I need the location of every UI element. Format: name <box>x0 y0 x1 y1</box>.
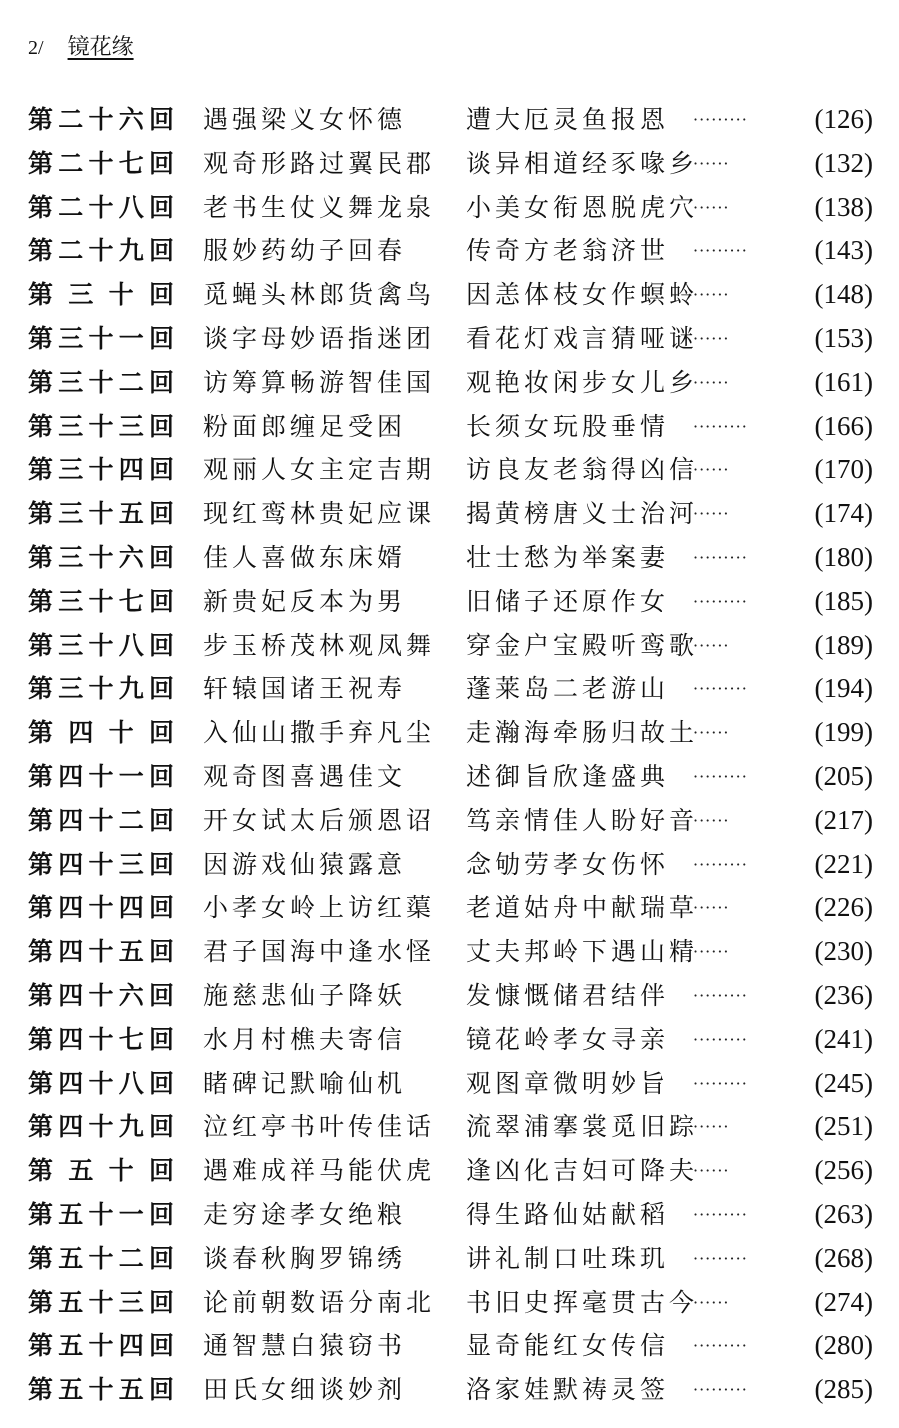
chapter-title-first-line: 老书生仗义舞龙泉 <box>203 192 436 222</box>
dot-leader: ······ <box>693 153 730 173</box>
toc-row <box>28 229 873 273</box>
toc-row <box>28 1237 873 1281</box>
chapter-title-second-line: 壮士愁为举案妻 <box>466 542 670 572</box>
toc-row <box>28 755 873 799</box>
chapter-number: 第五十三回 <box>28 1287 174 1317</box>
page-reference: (256) <box>814 1155 873 1186</box>
page-reference: (148) <box>814 279 873 310</box>
chapter-title-second-line: 旧储子还原作女 <box>466 586 670 616</box>
dot-leader: ······ <box>693 285 730 305</box>
chapter-title-first-line: 观丽人女主定吉期 <box>203 455 436 485</box>
dot-leader: ········· <box>693 1029 748 1049</box>
chapter-title-second-line: 遭大厄灵鱼报恩 <box>466 105 670 134</box>
dot-leader: ········· <box>693 679 748 699</box>
dot-leader: ········· <box>693 1336 748 1356</box>
chapter-title-first-line: 访筹算畅游智佳国 <box>203 367 436 397</box>
dot-leader: ······ <box>693 1161 730 1181</box>
toc-row <box>28 1281 873 1325</box>
page-reference: (241) <box>814 1023 873 1054</box>
chapter-title-first-line: 睹碑记默喻仙机 <box>203 1068 407 1098</box>
chapter-title-first-line: 谈春秋胸罗锦绣 <box>203 1243 407 1273</box>
toc-row <box>28 1368 873 1412</box>
chapter-number: 第三十三回 <box>28 411 174 441</box>
dot-leader: ······ <box>693 197 730 217</box>
dot-leader: ······ <box>693 942 730 962</box>
chapter-title-second-line: 走瀚海牵肠归故土 <box>466 718 699 748</box>
chapter-title-second-line: 观艳妆闲步女儿乡 <box>466 367 699 397</box>
chapter-number: 第三十六回 <box>28 542 174 572</box>
chapter-title-second-line: 揭黄榜唐义士治河 <box>466 499 699 529</box>
chapter-number: 第 五 十 回 <box>28 1156 174 1186</box>
toc-row <box>28 536 873 580</box>
page-reference: (274) <box>814 1286 873 1317</box>
chapter-title-second-line: 流翠浦搴裳觅旧踪 <box>466 1112 699 1142</box>
chapter-number: 第二十九回 <box>28 236 174 266</box>
toc-row <box>28 1193 873 1237</box>
chapter-title-second-line: 谈异相道经豕喙乡 <box>466 148 699 178</box>
toc-row <box>28 624 873 668</box>
chapter-number: 第三十一回 <box>28 323 174 353</box>
chapter-number: 第五十二回 <box>28 1243 174 1273</box>
dot-leader: ······ <box>693 810 730 830</box>
toc-row <box>28 1105 873 1149</box>
page-reference: (194) <box>814 673 873 704</box>
page-reference: (221) <box>814 848 873 879</box>
chapter-number: 第四十八回 <box>28 1068 174 1098</box>
chapter-title-second-line: 蓬莱岛二老游山 <box>466 674 670 704</box>
dot-leader: ········· <box>693 1073 748 1093</box>
chapter-title-first-line: 步玉桥茂林观凤舞 <box>203 630 436 660</box>
chapter-title-second-line: 看花灯戏言猜哑谜 <box>466 323 699 353</box>
chapter-title-first-line: 觅蝇头林郎货禽鸟 <box>203 280 436 310</box>
toc-row <box>28 580 873 624</box>
page-reference: (126) <box>814 104 873 134</box>
chapter-number: 第 三 十 回 <box>28 280 174 310</box>
page-reference: (185) <box>814 585 873 616</box>
chapter-number: 第五十一回 <box>28 1199 174 1229</box>
chapter-title-second-line: 讲礼制口吐珠玑 <box>466 1243 670 1273</box>
page-reference: (280) <box>814 1330 873 1361</box>
page-reference: (205) <box>814 760 873 791</box>
chapter-title-second-line: 笃亲情佳人盼好音 <box>466 805 699 835</box>
page-reference: (268) <box>814 1242 873 1273</box>
toc-row <box>28 1018 873 1062</box>
dot-leader: ······ <box>693 460 730 480</box>
page-number: 2/ <box>28 37 44 59</box>
chapter-number: 第四十二回 <box>28 805 174 835</box>
dot-leader: ······ <box>693 723 730 743</box>
chapter-title-second-line: 发慷慨储君结伴 <box>466 980 670 1010</box>
dot-leader: ········· <box>693 110 748 129</box>
chapter-title-first-line: 论前朝数语分南北 <box>203 1287 436 1317</box>
chapter-title-first-line: 君子国海中逢水怪 <box>203 937 436 967</box>
chapter-title-first-line: 小孝女岭上访红蕖 <box>203 893 436 923</box>
dot-leader: ······ <box>693 328 730 348</box>
table-of-contents <box>28 98 873 1412</box>
chapter-title-first-line: 因游戏仙猿露意 <box>203 849 407 879</box>
page-header <box>28 30 134 64</box>
chapter-title-first-line: 入仙山撒手弃凡尘 <box>203 718 436 748</box>
chapter-title-first-line: 现红鸾林贵妃应课 <box>203 499 436 529</box>
chapter-number: 第四十五回 <box>28 937 174 967</box>
page-reference: (174) <box>814 498 873 529</box>
toc-row <box>28 974 873 1018</box>
chapter-number: 第四十六回 <box>28 980 174 1010</box>
chapter-number: 第二十八回 <box>28 192 174 222</box>
chapter-number: 第 四 十 回 <box>28 718 174 748</box>
dot-leader: ········· <box>693 1204 748 1224</box>
toc-row <box>28 843 873 887</box>
page-reference: (226) <box>814 892 873 923</box>
chapter-title-second-line: 访良友老翁得凶信 <box>466 455 699 485</box>
page-reference: (189) <box>814 629 873 660</box>
toc-row <box>28 448 873 492</box>
dot-leader: ······ <box>693 372 730 392</box>
page-reference: (180) <box>814 541 873 572</box>
toc-row <box>28 886 873 930</box>
toc-row <box>28 405 873 449</box>
dot-leader: ········· <box>693 766 748 786</box>
toc-row <box>28 317 873 361</box>
chapter-title-first-line: 开女试太后颁恩诏 <box>203 805 436 835</box>
page-reference: (161) <box>814 366 873 397</box>
dot-leader: ········· <box>693 547 748 567</box>
chapter-number: 第三十四回 <box>28 455 174 485</box>
page-reference: (263) <box>814 1198 873 1229</box>
dot-leader: ········· <box>693 854 748 874</box>
chapter-title-second-line: 观图章微明妙旨 <box>466 1068 670 1098</box>
chapter-number: 第三十九回 <box>28 674 174 704</box>
chapter-title-second-line: 得生路仙姑献稻 <box>466 1199 670 1229</box>
chapter-number: 第三十八回 <box>28 630 174 660</box>
chapter-title-second-line: 小美女衔恩脱虎穴 <box>466 192 699 222</box>
toc-row <box>28 361 873 405</box>
chapter-title-first-line: 遇难成祥马能伏虎 <box>203 1156 436 1186</box>
toc-row <box>28 186 873 230</box>
chapter-number: 第四十三回 <box>28 849 174 879</box>
dot-leader: ······ <box>693 504 730 524</box>
page-reference: (230) <box>814 936 873 967</box>
chapter-title-second-line: 传奇方老翁济世 <box>466 236 670 266</box>
chapter-title-second-line: 因恙体枝女作螟蛉 <box>466 280 699 310</box>
chapter-title-first-line: 粉面郎缠足受困 <box>203 411 407 441</box>
chapter-title-first-line: 谈字母妙语指迷团 <box>203 323 436 353</box>
toc-row <box>28 711 873 755</box>
page-reference: (143) <box>814 235 873 266</box>
chapter-title-first-line: 遇强梁义女怀德 <box>203 105 407 134</box>
toc-row <box>28 142 873 186</box>
page-reference: (199) <box>814 717 873 748</box>
page-reference: (251) <box>814 1111 873 1142</box>
chapter-title-first-line: 田氏女细谈妙剂 <box>203 1375 407 1405</box>
page-reference: (138) <box>814 191 873 222</box>
dot-leader: ······ <box>693 898 730 918</box>
dot-leader: ······ <box>693 635 730 655</box>
page-reference: (245) <box>814 1067 873 1098</box>
chapter-title-second-line: 丈夫邦岭下遇山精 <box>466 937 699 967</box>
chapter-number: 第四十一回 <box>28 761 174 791</box>
chapter-number: 第四十九回 <box>28 1112 174 1142</box>
toc-row <box>28 1062 873 1106</box>
chapter-number: 第三十五回 <box>28 499 174 529</box>
page-reference: (236) <box>814 979 873 1010</box>
page-reference: (166) <box>814 410 873 441</box>
chapter-title-first-line: 泣红亭书叶传佳话 <box>203 1112 436 1142</box>
chapter-number: 第三十七回 <box>28 586 174 616</box>
chapter-title-second-line: 书旧史挥毫贯古今 <box>466 1287 699 1317</box>
chapter-number: 第四十七回 <box>28 1024 174 1054</box>
chapter-title-first-line: 佳人喜做东床婿 <box>203 542 407 572</box>
chapter-title-second-line: 洛家娃默祷灵签 <box>466 1375 670 1405</box>
chapter-title-second-line: 镜花岭孝女寻亲 <box>466 1024 670 1054</box>
toc-row <box>28 1149 873 1193</box>
chapter-number: 第三十二回 <box>28 367 174 397</box>
chapter-title-second-line: 述御旨欣逢盛典 <box>466 761 670 791</box>
toc-row <box>28 1324 873 1368</box>
toc-row <box>28 799 873 843</box>
chapter-number: 第二十七回 <box>28 148 174 178</box>
chapter-title-first-line: 观奇形路过翼民郡 <box>203 148 436 178</box>
chapter-title-second-line: 显奇能红女传信 <box>466 1331 670 1361</box>
page-reference: (170) <box>814 454 873 485</box>
chapter-title-first-line: 轩辕国诸王祝寿 <box>203 674 407 704</box>
page-reference: (285) <box>814 1374 873 1405</box>
chapter-title-first-line: 通智慧白猿窃书 <box>203 1331 407 1361</box>
chapter-number: 第四十四回 <box>28 893 174 923</box>
toc-row <box>28 667 873 711</box>
dot-leader: ······ <box>693 1117 730 1137</box>
page-reference: (153) <box>814 322 873 353</box>
chapter-title-second-line: 念劬劳孝女伤怀 <box>466 849 670 879</box>
chapter-title-first-line: 施慈悲仙子降妖 <box>203 980 407 1010</box>
chapter-title-second-line: 老道姑舟中献瑞草 <box>466 893 699 923</box>
chapter-title-second-line: 穿金户宝殿听鸾歌 <box>466 630 699 660</box>
dot-leader: ········· <box>693 985 748 1005</box>
chapter-title-second-line: 逢凶化吉妇可降夫 <box>466 1156 699 1186</box>
page-reference: (132) <box>814 147 873 178</box>
chapter-title-first-line: 水月村樵夫寄信 <box>203 1024 407 1054</box>
chapter-number: 第五十五回 <box>28 1375 174 1405</box>
toc-row <box>28 930 873 974</box>
dot-leader: ······ <box>693 1292 730 1312</box>
chapter-title-first-line: 走穷途孝女绝粮 <box>203 1199 407 1229</box>
toc-row <box>28 492 873 536</box>
dot-leader: ········· <box>693 591 748 611</box>
dot-leader: ········· <box>693 416 748 436</box>
chapter-number: 第二十六回 <box>28 105 174 134</box>
page-reference: (217) <box>814 804 873 835</box>
chapter-title-first-line: 服妙药幼子回春 <box>203 236 407 266</box>
chapter-title-first-line: 观奇图喜遇佳文 <box>203 761 407 791</box>
dot-leader: ········· <box>693 1380 748 1400</box>
chapter-title-first-line: 新贵妃反本为男 <box>203 586 407 616</box>
book-title: 镜花缘 <box>67 35 134 60</box>
toc-row <box>28 98 873 142</box>
dot-leader: ········· <box>693 241 748 261</box>
chapter-number: 第五十四回 <box>28 1331 174 1361</box>
toc-row <box>28 273 873 317</box>
dot-leader: ········· <box>693 1248 748 1268</box>
chapter-title-second-line: 长须女玩股垂情 <box>466 411 670 441</box>
